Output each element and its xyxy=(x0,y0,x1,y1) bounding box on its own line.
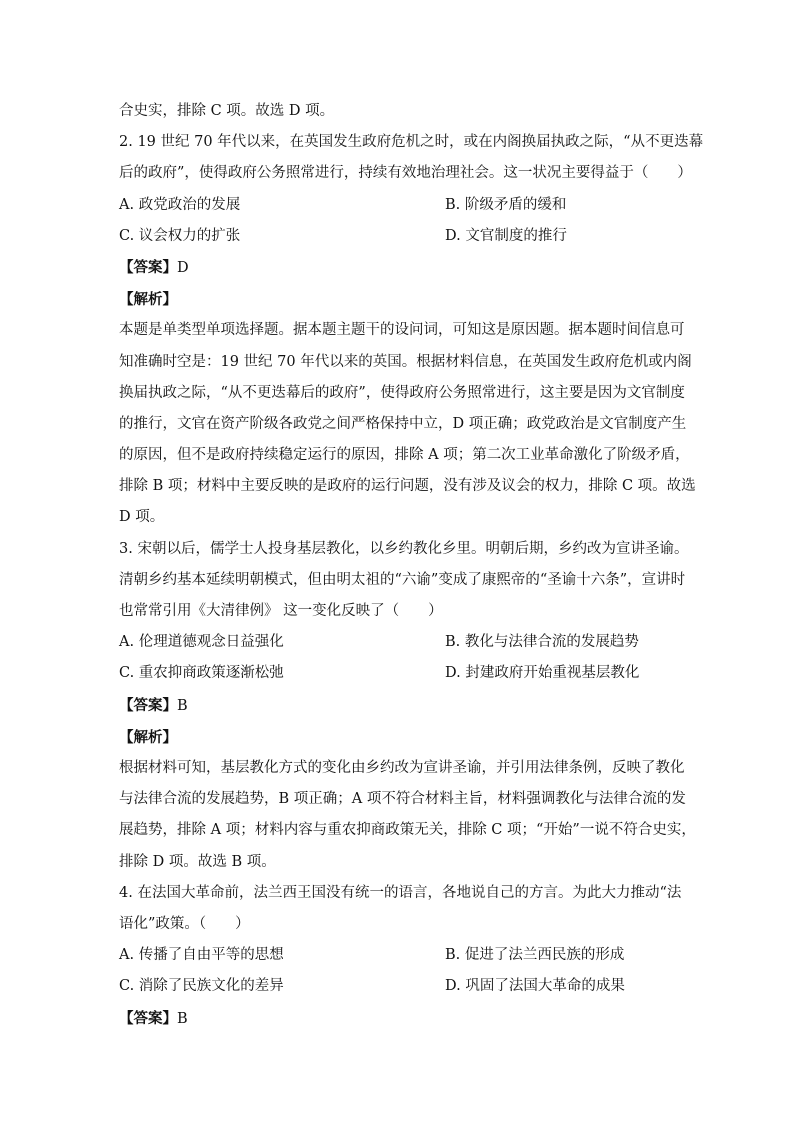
option-a: A. 传播了自由平等的思想 xyxy=(119,947,284,964)
analysis-line: 的原因，但不是政府持续稳定运行的原因，排除 A 项；第二次工业革命激化了阶级矛盾， xyxy=(119,447,690,464)
option-c: C. 重农抑商政策逐渐松弛 xyxy=(119,665,284,682)
options-row xyxy=(119,658,679,689)
option-c: C. 消除了民族文化的差异 xyxy=(119,978,284,995)
answer-label: 【答案】 xyxy=(119,258,177,276)
answer-value: B xyxy=(177,697,188,714)
answer-value: D xyxy=(177,259,189,276)
answer-label: 【答案】 xyxy=(119,696,177,714)
answer-line xyxy=(119,252,679,284)
analysis-line: 换届执政之际，“从不更迭幕后的政府”，使得政府公务照常进行，这主要是因为文官制度 xyxy=(119,384,685,401)
continuation-text: 合史实，排除 C 项。故选 D 项。 xyxy=(119,103,335,119)
question-4 xyxy=(119,878,682,1035)
analysis-line: 本题是单类型单项选择题。据本题主题干的设问词，可知这是原因题。据本题时间信息可 xyxy=(119,322,685,339)
option-d: D. 文官制度的推行 xyxy=(445,227,567,244)
question-stem-line: 清朝乡约基本延续明朝模式，但由明太祖的“六谕”变成了康熙帝的“圣谕十六条”，宣讲时 xyxy=(119,571,686,588)
question-stem-line: 2. 19 世纪 70 年代以来，在英国发生政府危机之时，或在内阁换届执政之际，“从不更迭幕 xyxy=(119,134,704,151)
options-row xyxy=(119,221,679,252)
option-d: D. 封建政府开始重视基层教化 xyxy=(445,665,640,682)
question-stem-line: 也常常引用《大清律例》 这一变化反映了（ ） xyxy=(119,603,443,620)
option-d: D. 巩固了法国大革命的成果 xyxy=(445,978,625,995)
analysis-line: 的推行，文官在资产阶级各政党之间严格保持中立，D 项正确；政党政治是文官制度产生 xyxy=(119,415,687,432)
option-b: B. 阶级矛盾的缓和 xyxy=(445,196,567,213)
analysis-line: 展趋势，排除 A 项；材料内容与重农抑商政策无关，排除 C 项；“开始”一说不符合史实， xyxy=(119,822,696,839)
answer-label: 【答案】 xyxy=(119,1009,177,1027)
options-row xyxy=(119,940,679,971)
option-a: A. 政党政治的发展 xyxy=(119,196,241,213)
option-b: B. 促进了法兰西民族的形成 xyxy=(445,947,625,964)
answer-line xyxy=(119,1003,679,1035)
question-stem-line: 后的政府”，使得政府公务照常进行，持续有效地治理社会。这一状况主要得益于（ ） xyxy=(119,165,692,182)
options-row xyxy=(119,971,679,1002)
question-stem-line: 4. 在法国大革命前，法兰西王国没有统一的语言，各地说自己的方言。为此大力推动“法 xyxy=(119,884,682,901)
answer-value: B xyxy=(177,1010,188,1027)
analysis-line: D 项。 xyxy=(119,509,165,526)
question-stem-line: 语化”政策。（ ） xyxy=(119,915,250,932)
analysis-line: 排除 D 项。故选 B 项。 xyxy=(119,853,276,870)
question-stem-line: 3. 宋朝以后，儒学士人投身基层教化，以乡约教化乡里。明朝后期，乡约改为宣讲圣谕。 xyxy=(119,540,689,557)
question-2 xyxy=(119,127,704,533)
analysis-label: 【解析】 xyxy=(119,728,177,746)
option-b: B. 教化与法律合流的发展趋势 xyxy=(445,634,639,651)
option-a: A. 伦理道德观念日益强化 xyxy=(119,634,284,651)
analysis-line: 根据材料可知，基层教化方式的变化由乡约改为宣讲圣谕，并引用法律条例，反映了教化 xyxy=(119,760,685,776)
analysis-line: 排除 B 项；材料中主要反映的是政府的运行问题，没有涉及议会的权力，排除 C 项。故选 xyxy=(119,478,696,495)
analysis-line: 知准确时空是：19 世纪 70 年代以来的英国。根据材料信息，在英国发生政府危机或内阁 xyxy=(119,353,692,370)
analysis-label: 【解析】 xyxy=(119,291,177,309)
options-row xyxy=(119,627,679,658)
options-row xyxy=(119,190,679,221)
analysis-line: 与法律合流的发展趋势，B 项正确；A 项不符合材料主旨，材料强调教化与法律合流的发 xyxy=(119,791,686,808)
document-page xyxy=(119,96,704,1035)
question-3 xyxy=(119,534,696,878)
answer-line xyxy=(119,690,679,722)
option-c: C. 议会权力的扩张 xyxy=(119,227,241,244)
